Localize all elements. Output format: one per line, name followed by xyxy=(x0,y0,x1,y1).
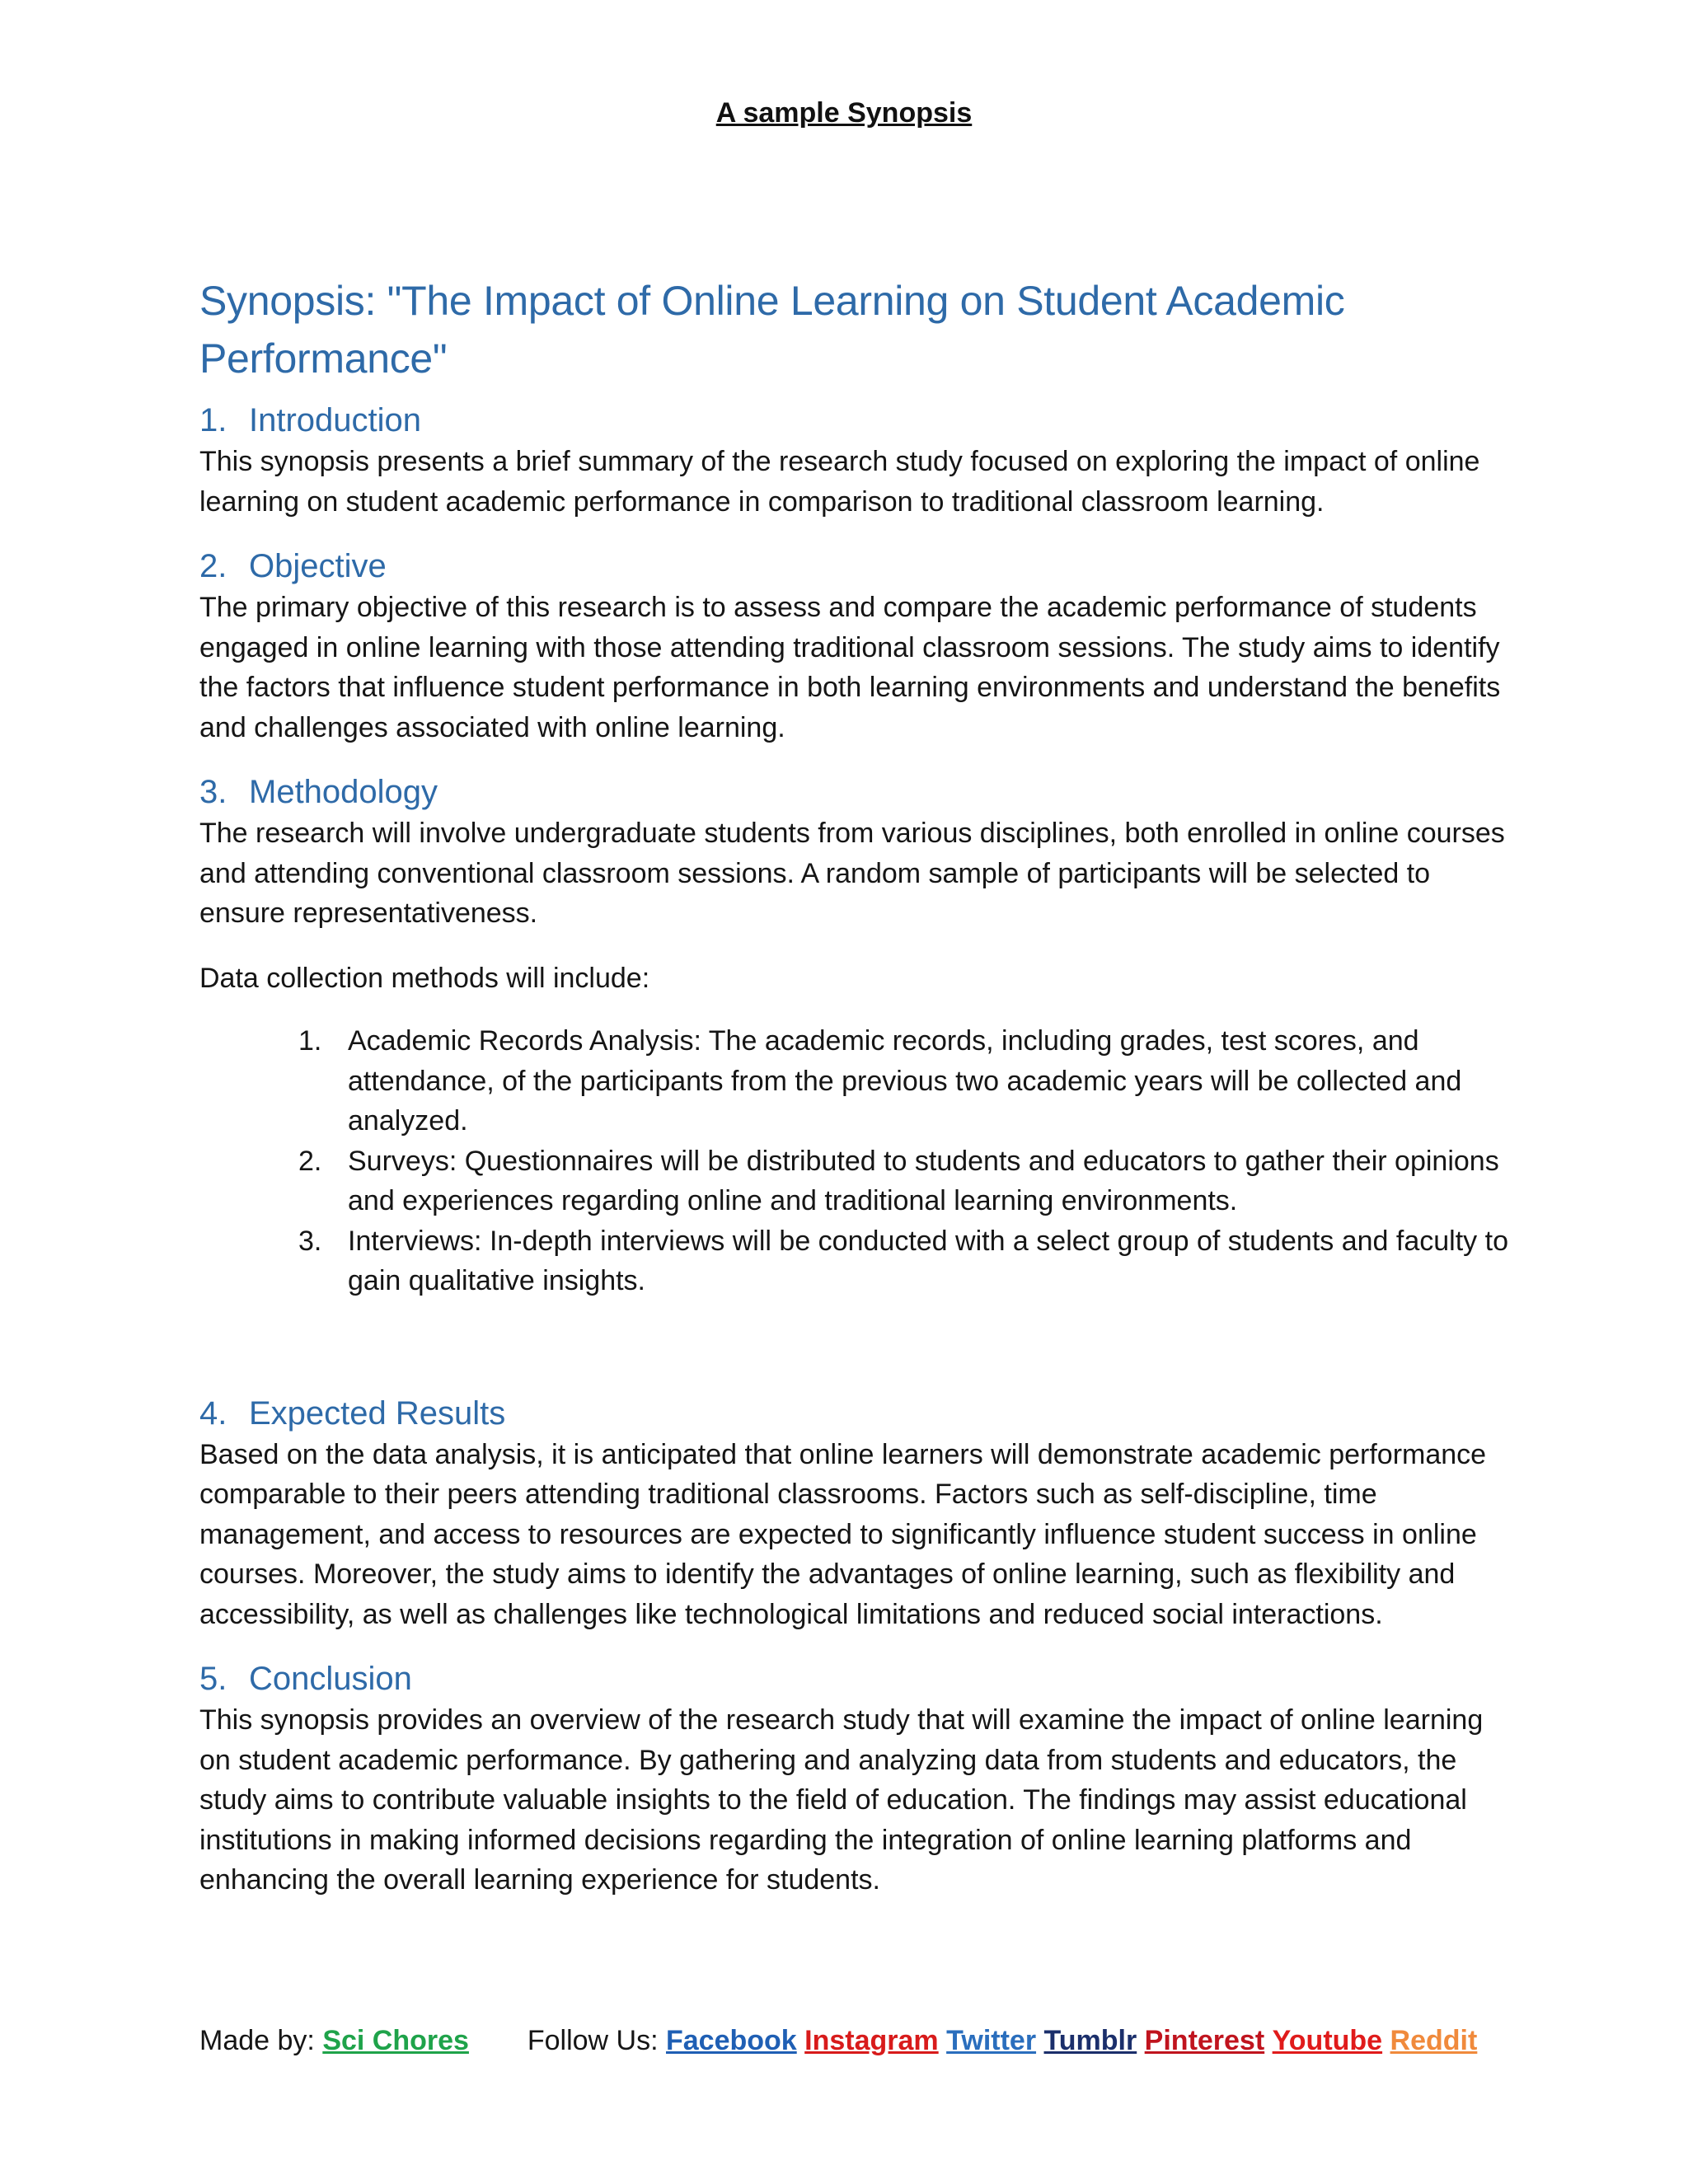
section-heading-objective xyxy=(199,545,1518,588)
youtube-link[interactable]: Youtube xyxy=(1272,2025,1383,2056)
section-number: 3. xyxy=(199,774,227,810)
sci-chores-link[interactable]: Sci Chores xyxy=(322,2025,469,2056)
section-heading-introduction xyxy=(199,399,1518,442)
list-item-text: Surveys: Questionnaires will be distributed to students and educators to gather their opinions and experiences regarding online and traditional learning environments. xyxy=(348,1145,1499,1216)
section-methodology xyxy=(199,771,1518,1301)
section-introduction xyxy=(199,399,1518,522)
list-item-text: Academic Records Analysis: The academic records, including grades, test scores, and attendance, of the participants from the previous two academic years will be collected and analyzed. xyxy=(348,1025,1462,1137)
follow-us-label: Follow Us: xyxy=(527,2025,659,2056)
paragraph: The research will involve undergraduate students from various disciplines, both enrolled in online courses and attending conventional classroom sessions. A random sample of participants will be selected to ensure representativeness. xyxy=(199,818,1505,929)
list-item xyxy=(199,1221,1518,1301)
section-title: Expected Results xyxy=(249,1394,506,1432)
footer xyxy=(199,2021,1477,2060)
list-item xyxy=(199,1021,1518,1141)
document-content xyxy=(199,272,1518,1900)
section-number: 2. xyxy=(199,548,227,584)
twitter-link[interactable]: Twitter xyxy=(946,2025,1037,2056)
made-by-label: Made by: xyxy=(199,2025,315,2056)
list-item-text: Interviews: In-depth interviews will be conducted with a select group of students and faculty to gain qualitative insights. xyxy=(348,1225,1508,1296)
paragraph: Data collection methods will include: xyxy=(199,962,650,994)
paragraph: This synopsis presents a brief summary of the research study focused on exploring the impact of online learning on student academic performance in comparison to traditional classroom learning. xyxy=(199,446,1480,518)
section-heading-methodology xyxy=(199,771,1518,813)
section-title: Conclusion xyxy=(249,1661,412,1697)
section-objective xyxy=(199,545,1518,748)
section-conclusion xyxy=(199,1657,1518,1900)
list-item-number: 3. xyxy=(298,1225,322,1257)
section-title: Introduction xyxy=(249,402,422,438)
paragraph: This synopsis provides an overview of the research study that will examine the impact of online learning on student academic performance. By gathering and analyzing data from students and educators, the study aims to contribute valuable insights to the field of education. The findings may assist educational institutions in making informed decisions regarding the integration of online learning platforms and enhancing the overall learning experience for students. xyxy=(199,1704,1484,1896)
section-title: Methodology xyxy=(249,774,438,810)
section-title: Objective xyxy=(249,548,387,584)
list-item-number: 1. xyxy=(298,1025,322,1057)
list-item xyxy=(199,1141,1518,1221)
main-heading: Synopsis: "The Impact of Online Learning on Student Academic Performance" xyxy=(199,278,1345,382)
pinterest-link[interactable]: Pinterest xyxy=(1144,2025,1265,2056)
list-item-number: 2. xyxy=(298,1145,322,1177)
section-number: 1. xyxy=(199,402,227,438)
instagram-link[interactable]: Instagram xyxy=(804,2025,939,2056)
section-number: 5. xyxy=(199,1661,227,1697)
paragraph: Based on the data analysis, it is anticipated that online learners will demonstrate academic performance comparable to their peers attending traditional classrooms. Factors such as self-discipline, time management, and access to resources are expected to significantly influence student success in online courses. Moreover, the study aims to identify the advantages of online learning, such as flexibility and accessibility, as well as challenges like technological limitations and reduced social interactions. xyxy=(199,1438,1487,1630)
facebook-link[interactable]: Facebook xyxy=(666,2025,797,2056)
reddit-link[interactable]: Reddit xyxy=(1390,2025,1478,2056)
section-expected-results xyxy=(199,1392,1518,1635)
paragraph: The primary objective of this research is to assess and compare the academic performance of students engaged in online learning with those attending traditional classroom sessions. The study aims to identify the factors that influence student performance in both learning environments and understand the benefits and challenges associated with online learning. xyxy=(199,592,1501,743)
section-heading-conclusion xyxy=(199,1657,1518,1700)
data-collection-list xyxy=(199,1021,1518,1301)
section-heading-expected-results xyxy=(199,1392,1518,1435)
document-top-title: A sample Synopsis xyxy=(715,97,973,129)
section-number: 4. xyxy=(199,1394,227,1432)
tumblr-link[interactable]: Tumblr xyxy=(1043,2025,1137,2056)
